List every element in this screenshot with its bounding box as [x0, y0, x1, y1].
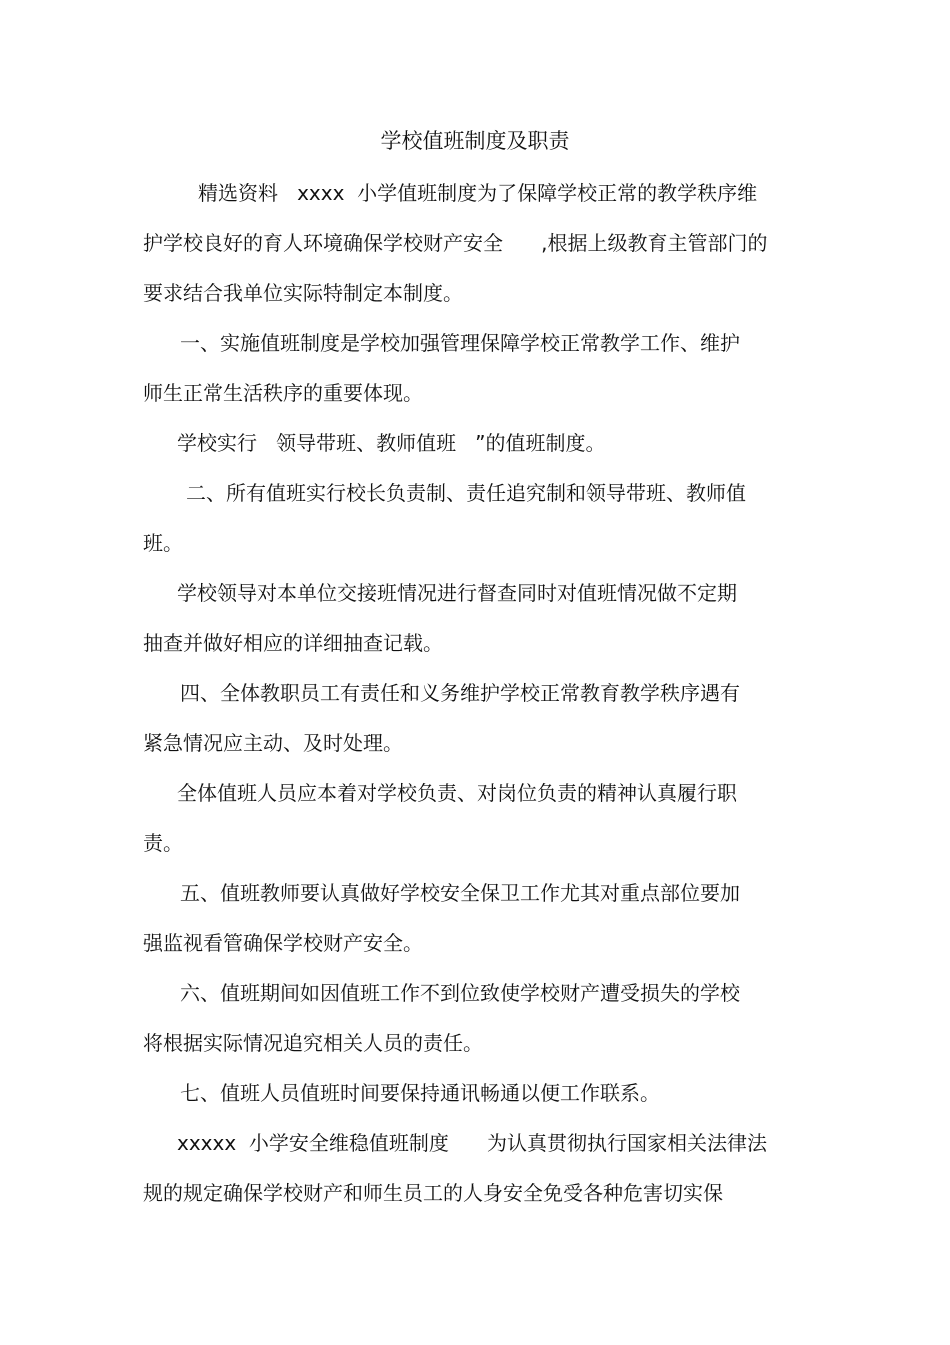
paragraph-line: 责。	[143, 831, 183, 855]
paragraph-line: 六、值班期间如因值班工作不到位致使学校财产遭受损失的学校	[180, 981, 740, 1005]
paragraph-line: 要求结合我单位实际特制定本制度。	[143, 281, 463, 305]
document-title: 学校值班制度及职责	[380, 129, 570, 153]
paragraph-line: 学校实行 领导带班、教师值班 ”的值班制度。	[177, 431, 606, 455]
paragraph-line: 师生正常生活秩序的重要体现。	[143, 381, 423, 405]
paragraph-line: 规的规定确保学校财产和师生员工的人身安全免受各种危害切实保	[143, 1181, 723, 1205]
paragraph-line: 护学校良好的育人环境确保学校财产安全 ,根据上级教育主管部门的	[143, 231, 768, 255]
paragraph-line: 二、所有值班实行校长负责制、责任追究制和领导带班、教师值	[186, 481, 746, 505]
paragraph-line: 强监视看管确保学校财产安全。	[143, 931, 423, 955]
paragraph-line: 班。	[143, 531, 183, 555]
paragraph-line: 将根据实际情况追究相关人员的责任。	[143, 1031, 483, 1055]
paragraph-line: 精选资料 xxxx 小学值班制度为了保障学校正常的教学秩序维	[198, 181, 758, 205]
paragraph-line: 学校领导对本单位交接班情况进行督查同时对值班情况做不定期	[177, 581, 737, 605]
paragraph-line: 全体值班人员应本着对学校负责、对岗位负责的精神认真履行职	[177, 781, 737, 805]
paragraph-line: 四、全体教职员工有责任和义务维护学校正常教育教学秩序遇有	[180, 681, 740, 705]
paragraph-line: 五、值班教师要认真做好学校安全保卫工作尤其对重点部位要加	[180, 881, 740, 905]
paragraph-line: 紧急情况应主动、及时处理。	[143, 731, 403, 755]
paragraph-line: 抽查并做好相应的详细抽查记载。	[143, 631, 443, 655]
paragraph-line: 一、实施值班制度是学校加强管理保障学校正常教学工作、维护	[180, 331, 740, 355]
paragraph-line: 七、值班人员值班时间要保持通讯畅通以便工作联系。	[180, 1081, 660, 1105]
paragraph-line: xxxxx 小学安全维稳值班制度 为认真贯彻执行国家相关法律法	[177, 1131, 768, 1155]
